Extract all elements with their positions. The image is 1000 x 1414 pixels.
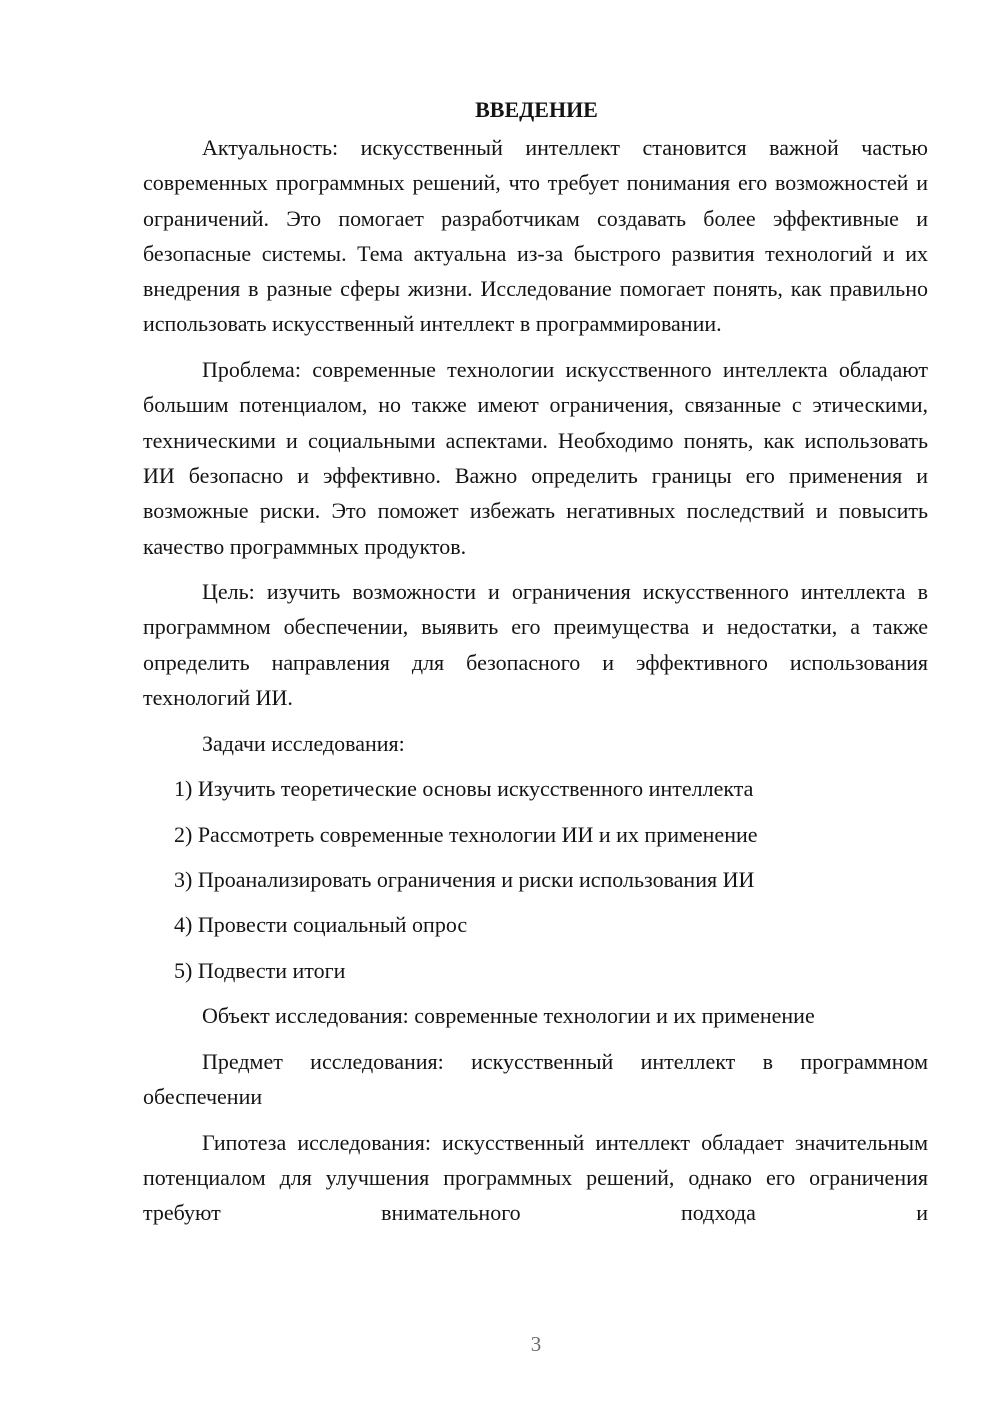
tasks-list xyxy=(143,771,928,988)
task-item: 1) Изучить теоретические основы искусственного интеллекта xyxy=(174,776,754,802)
tasks-heading: Задачи исследования: xyxy=(202,730,405,756)
task-item: 5) Подвести итоги xyxy=(174,957,346,983)
object-paragraph: Объект исследования: современные технологии и их применение xyxy=(202,1003,815,1029)
hypothesis-paragraph: Гипотеза исследования: искусственный интеллект обладает значительным потенциалом для улучшения программных решений, однако его ограничения требуют внимательного подхода и xyxy=(143,1129,928,1226)
goal-paragraph: Цель: изучить возможности и ограничения искусственного интеллекта в программном обеспечении, выявить его преимущества и недостатки, а также определить направления для безопасного и эффективного использования технологий ИИ. xyxy=(143,579,928,711)
document-page xyxy=(143,92,928,1352)
task-item: 4) Провести социальный опрос xyxy=(174,912,468,938)
page-number: 3 xyxy=(530,1332,542,1356)
task-item: 3) Проанализировать ограничения и риски использования ИИ xyxy=(174,867,755,893)
task-item: 2) Рассмотреть современные технологии ИИ и их применение xyxy=(174,821,758,847)
section-title: ВВЕДЕНИЕ xyxy=(475,97,598,122)
relevance-paragraph: Актуальность: искусственный интеллект становится важной частью современных программных решений, что требует понимания его возможностей и ограничений. Это помогает разработчикам создавать более эффективные и безопасные системы. Тема актуальна из-за быстрого развития технологий и их внедрения в разные сферы жизни. Исследование помогает понять, как правильно использовать искусственный интеллект в программировании. xyxy=(143,135,928,337)
problem-paragraph: Проблема: современные технологии искусственного интеллекта обладают большим потенциалом, но также имеют ограничения, связанные с этическими, техническими и социальными аспектами. Необходимо понять, как использовать ИИ безопасно и эффективно. Важно определить границы его применения и возможные риски. Это поможет избежать негативных последствий и повысить качество программных продуктов. xyxy=(143,357,928,559)
subject-paragraph: Предмет исследования: искусственный интеллект в программном обеспечении xyxy=(143,1048,928,1110)
